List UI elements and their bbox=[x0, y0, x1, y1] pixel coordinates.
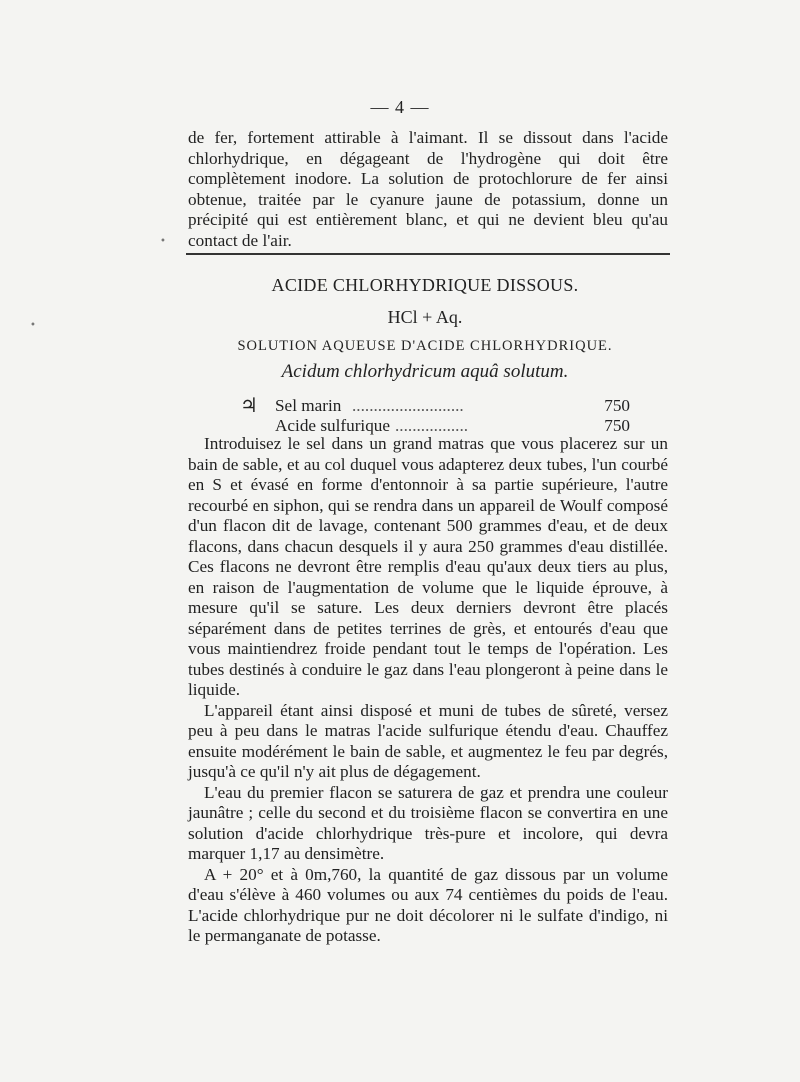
recipe-item-name: Sel marin bbox=[275, 396, 342, 415]
top-paragraph: de fer, fortement attirable à l'aimant. Il se dissout dans l'acide chlorhydrique, en dégageant de l'hydrogène qui doit être complètement inodore. La solution de protochlorure de fer ainsi obtenue, traitée par le cyanure jaune de potassium, donne un précipité qui est entièrement blanc, et qui ne devient bleu qu'au contact de l'air. bbox=[188, 128, 668, 250]
margin-speck: • bbox=[30, 320, 36, 331]
recipe-item-quantity: 750 bbox=[604, 416, 630, 435]
horizontal-rule bbox=[186, 253, 670, 255]
recipe-leader-dots: ................. bbox=[395, 416, 469, 435]
chemical-formula: HCl + Aq. bbox=[387, 307, 463, 327]
latin-name: Acidum chlorhydricum aquâ solutum. bbox=[281, 361, 569, 382]
section-title: ACIDE CHLORHYDRIQUE DISSOUS. bbox=[271, 275, 579, 295]
body-paragraph: L'eau du premier flacon se saturera de gaz et prendra une couleur jaunâtre ; celle du second et du troisième flacon se convertira en une solution d'acide chlorhydrique très-pure et incolore, qui devra marquer 1,17 au densimètre. bbox=[188, 782, 668, 863]
recipe-symbol-icon: ♃ bbox=[240, 395, 258, 417]
margin-speck: • bbox=[160, 236, 166, 247]
body-paragraph: A + 20° et à 0m,760, la quantité de gaz dissous par un volume d'eau s'élève à 460 volumes ou aux 74 centièmes du poids de l'eau. L'acide chlorhydrique pur ne doit décolorer ni le sulfate d'indigo, ni le permanganate de potasse. bbox=[188, 864, 668, 945]
body-paragraph: Introduisez le sel dans un grand matras que vous placerez sur un bain de sable, et au col duquel vous adapterez deux tubes, l'un courbé en S et évasé en forme d'entonnoir à sa partie supérieure, l'autre recourbé en siphon, qui se rendra dans un appareil de Woulf composé d'un flacon dit de lavage, contenant 500 grammes d'eau, et de deux flacons, dans chacun desquels il y aura 250 grammes d'eau distillée. Ces flacons ne devront être remplis d'eau qu'aux deux tiers au plus, en raison de l'augmentation de volume que le liquide éprouve, à mesure qu'il se sature. Les deux derniers devront être placés séparément dans de petites terrines de grès, et entourés d'eau que vous maintiendrez froide pendant tout le temps de l'opération. Les tubes destinés à conduire le gaz dans l'eau plongeront à peine dans le liquide. bbox=[188, 434, 668, 699]
section-subtitle: SOLUTION AQUEUSE D'ACIDE CHLORHYDRIQUE. bbox=[237, 338, 613, 354]
body-text bbox=[188, 434, 668, 947]
body-paragraph: L'appareil étant ainsi disposé et muni de tubes de sûreté, versez peu à peu dans le matras l'acide sulfurique étendu d'eau. Chauffez ensuite modérément le bain de sable, et augmentez le feu par degrés, jusqu'à ce qu'il n'y ait plus de dégagement. bbox=[188, 700, 668, 781]
recipe-leader-dots: .......................... bbox=[352, 396, 464, 415]
page-number: — 4 — bbox=[370, 97, 430, 117]
recipe-list bbox=[240, 396, 630, 436]
recipe-item-quantity: 750 bbox=[604, 396, 630, 415]
recipe-item-name: Acide sulfurique bbox=[275, 416, 391, 435]
recipe-row bbox=[240, 416, 630, 436]
recipe-row bbox=[240, 396, 630, 416]
